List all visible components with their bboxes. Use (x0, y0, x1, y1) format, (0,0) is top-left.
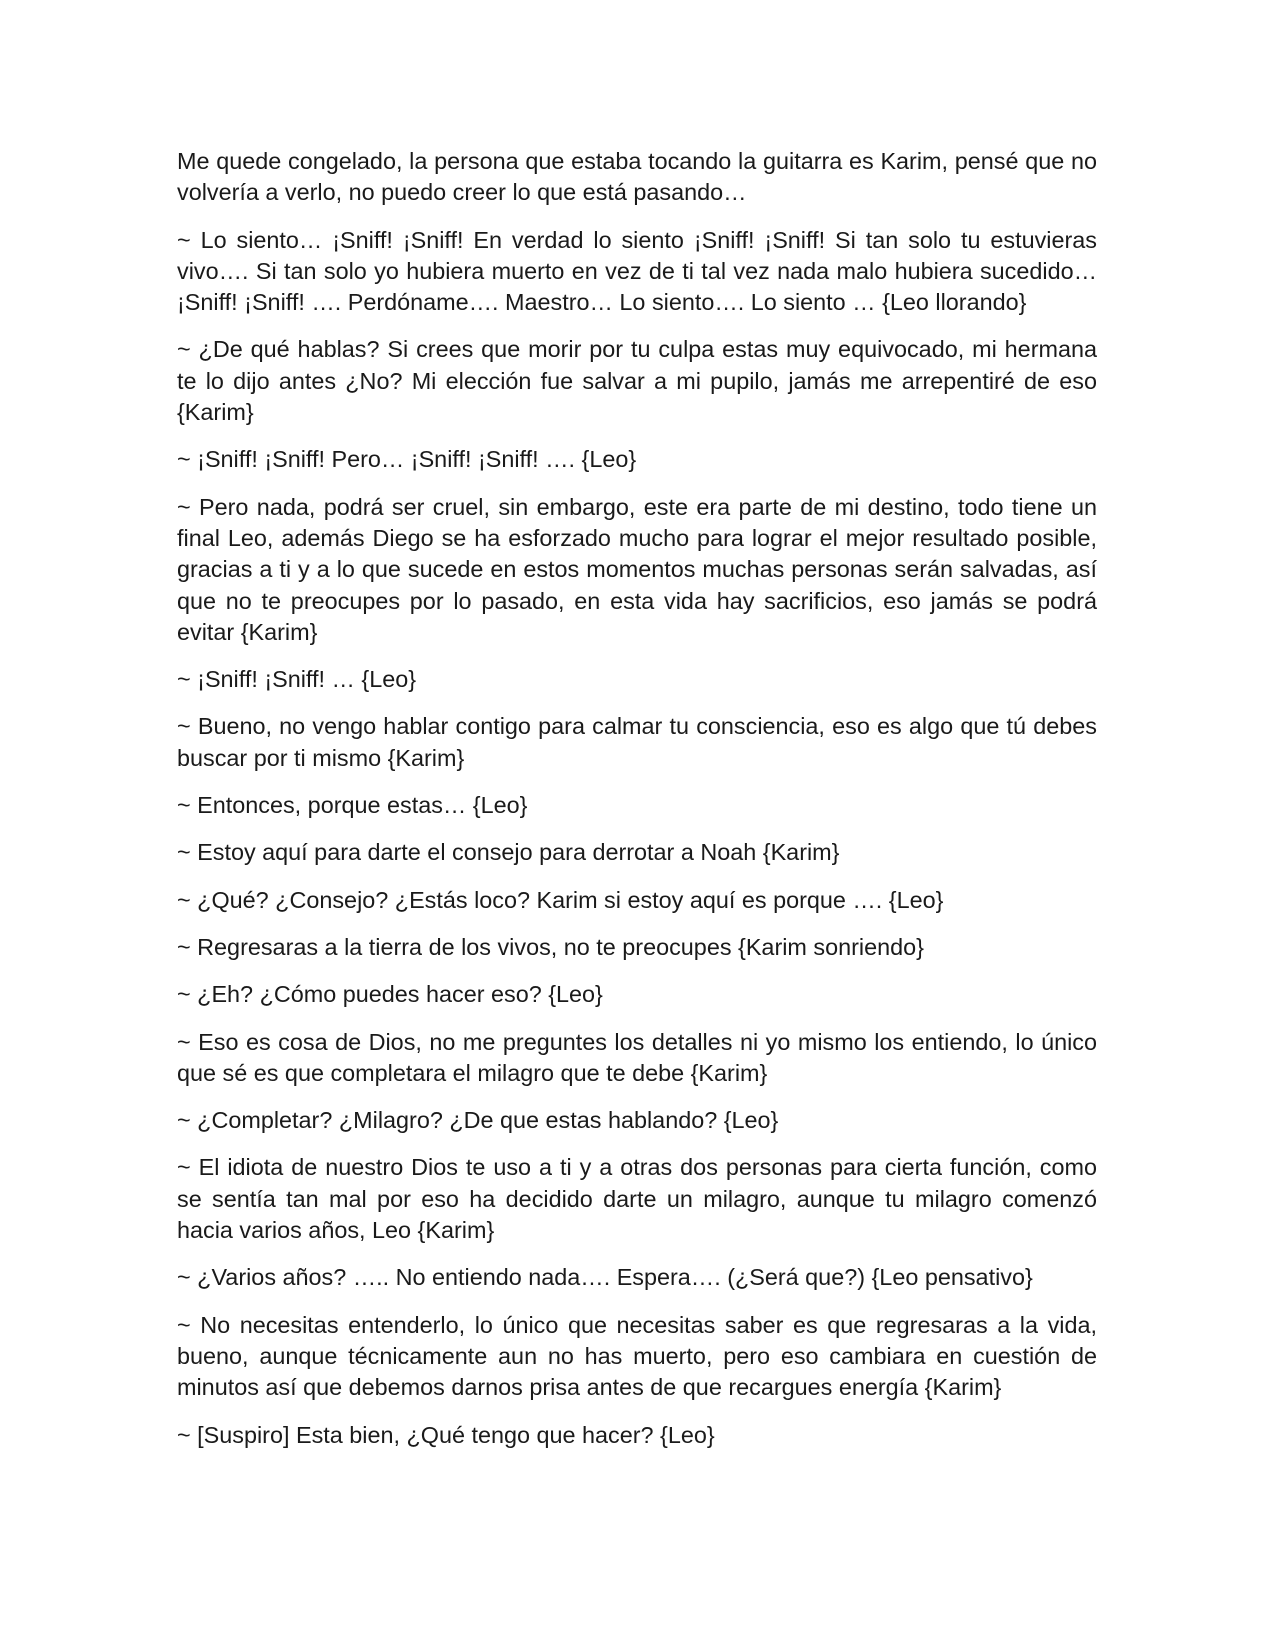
dialogue-paragraph: ~ ¿Eh? ¿Cómo puedes hacer eso? {Leo} (177, 981, 603, 1008)
dialogue-paragraph: ~ [Suspiro] Esta bien, ¿Qué tengo que hacer? {Leo} (177, 1421, 715, 1448)
dialogue-paragraph: ~ No necesitas entenderlo, lo único que necesitas saber es que regresaras a la vida, bueno, aunque técnicamente aun no has muerto, pero eso cambiara en cuestión de minutos así que debemos darnos prisa antes de que recargues energía {Karim} (177, 1311, 1097, 1401)
dialogue-paragraph: ~ ¿Varios años? ….. No entiendo nada…. Espera…. (¿Será que?) {Leo pensativo} (177, 1264, 1033, 1291)
dialogue-paragraph: ~ Eso es cosa de Dios, no me preguntes los detalles ni yo mismo los entiendo, lo único que sé es que completara el milagro que te debe {Karim} (177, 1028, 1097, 1086)
dialogue-paragraph: ~ Bueno, no vengo hablar contigo para calmar tu consciencia, eso es algo que tú debes buscar por ti mismo {Karim} (177, 713, 1097, 771)
dialogue-paragraph: ~ El idiota de nuestro Dios te uso a ti y a otras dos personas para cierta función, como se sentía tan mal por eso ha decidido darte un milagro, aunque tu milagro comenzó hacia varios años, Leo {Karim} (177, 1154, 1097, 1244)
dialogue-paragraph: ~ Estoy aquí para darte el consejo para derrotar a Noah {Karim} (177, 839, 840, 866)
dialogue-paragraph: ~ ¡Sniff! ¡Sniff! … {Leo} (177, 666, 417, 693)
document-body (177, 146, 1097, 1467)
dialogue-paragraph: ~ ¿Qué? ¿Consejo? ¿Estás loco? Karim si estoy aquí es porque …. {Leo} (177, 886, 944, 913)
narration-paragraph: Me quede congelado, la persona que estaba tocando la guitarra es Karim, pensé que no volvería a verlo, no puedo creer lo que está pasando… (177, 148, 1097, 206)
dialogue-paragraph: ~ Regresaras a la tierra de los vivos, no te preocupes {Karim sonriendo} (177, 933, 924, 960)
dialogue-paragraph: ~ ¿Completar? ¿Milagro? ¿De que estas hablando? {Leo} (177, 1107, 779, 1134)
dialogue-paragraph: ~ ¡Sniff! ¡Sniff! Pero… ¡Sniff! ¡Sniff! …. {Leo} (177, 446, 637, 473)
dialogue-paragraph: ~ Pero nada, podrá ser cruel, sin embargo, este era parte de mi destino, todo tiene un final Leo, además Diego se ha esforzado mucho para lograr el mejor resultado posible, gracias a ti y a lo que sucede en estos momentos muchas personas serán salvadas, así que no te preocupes por lo pasado, en esta vida hay sacrificios, eso jamás se podrá evitar {Karim} (177, 493, 1097, 645)
dialogue-paragraph: ~ Entonces, porque estas… {Leo} (177, 792, 528, 819)
dialogue-paragraph: ~ Lo siento… ¡Sniff! ¡Sniff! En verdad lo siento ¡Sniff! ¡Sniff! Si tan solo tu estuvieras vivo…. Si tan solo yo hubiera muerto en vez de ti tal vez nada malo hubiera sucedido… ¡Sniff! ¡Sniff! …. Perdóname…. Maestro… Lo siento…. Lo siento … {Leo llorando} (177, 226, 1097, 316)
dialogue-paragraph: ~ ¿De qué hablas? Si crees que morir por tu culpa estas muy equivocado, mi hermana te lo dijo antes ¿No? Mi elección fue salvar a mi pupilo, jamás me arrepentiré de eso {Karim} (177, 336, 1097, 426)
